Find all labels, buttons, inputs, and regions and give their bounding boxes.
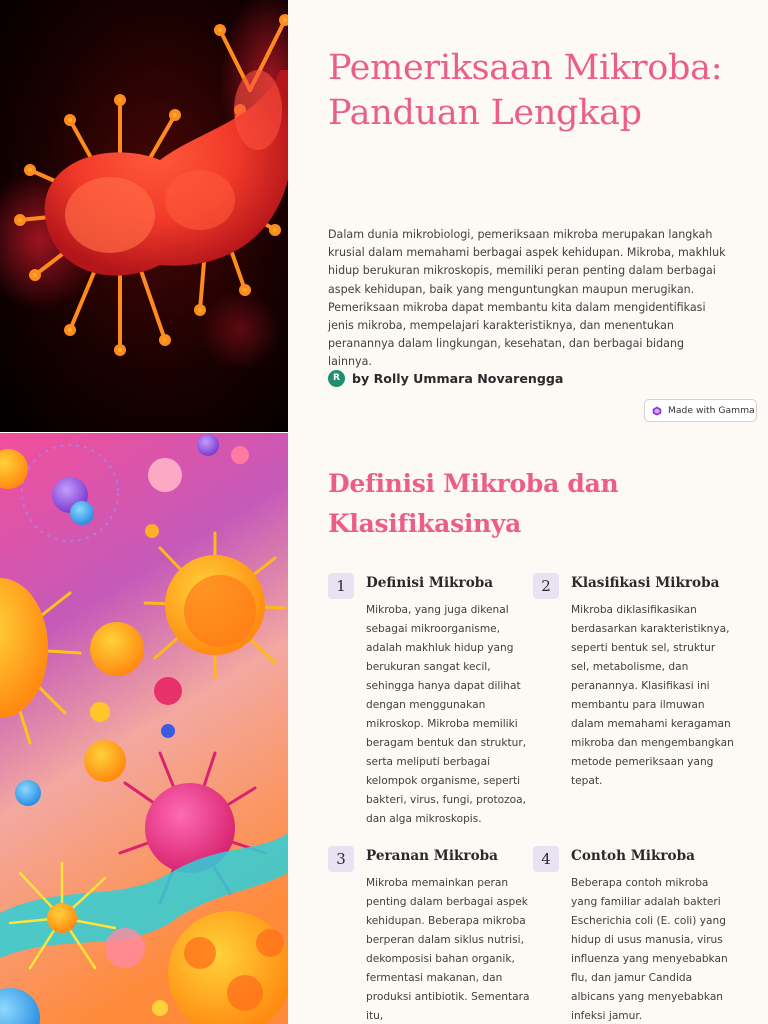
author-byline <box>328 368 563 388</box>
card-title: Klasifikasi Mikroba <box>571 575 720 591</box>
card-title: Peranan Mikroba <box>366 848 498 864</box>
microbe-illustration-bottom <box>0 433 288 1024</box>
card-body: Mikroba diklasifikasikan berdasarkan karakteristiknya, seperti bentuk sel, struktur sel, metabolisme, dan peranannya. Klasifikasi ini membantu para ilmuwan dalam memahami keragaman mikroba dan mengembangkan metode pemeriksaan yang tepat. <box>571 604 734 787</box>
avatar: R <box>328 370 345 387</box>
intro-paragraph: Dalam dunia mikrobiologi, pemeriksaan mikroba merupakan langkah krusial dalam memahami berbagai aspek kehidupan. Mikroba, makhluk hidup berukuran mikroskopis, memiliki peran penting dalam berbagai aspek kehidupan, baik yang menguntungkan maupun merugikan. Pemeriksaan mikroba dapat membantu kita dalam mengidentifikasi jenis mikroba, mempelajari karakteristiknya, dan menentukan peranannya dalam lingkungan, kesehatan, dan berbagai bidang lainnya. <box>328 228 726 369</box>
card-number: 1 <box>328 573 354 599</box>
card-title: Definisi Mikroba <box>366 575 494 591</box>
card-body: Mikroba memainkan peran penting dalam berbagai aspek kehidupan. Beberapa mikroba berperan dalam siklus nutrisi, dekomposisi bahan organik, fermentasi makanan, dan produksi antibiotik. Sementara itu, <box>366 877 530 1022</box>
author-name: by Rolly Ummara Novarengga <box>352 370 564 386</box>
card-number: 3 <box>328 846 354 872</box>
gamma-badge-label: Made with Gamma <box>668 405 755 416</box>
page-title: Pemeriksaan Mikroba: Panduan Lengkap <box>328 48 723 133</box>
card-body: Beberapa contoh mikroba yang familiar adalah bakteri Escherichia coli (E. coli) yang hidup di usus manusia, virus influenza yang menyebabkan flu, dan jamur Candida albicans yang menyebabkan infeksi jamur. <box>571 877 728 1022</box>
card-number: 4 <box>533 846 559 872</box>
card-title: Contoh Mikroba <box>571 848 695 864</box>
section-title: Definisi Mikroba dan Klasifikasinya <box>328 469 619 538</box>
made-with-gamma-badge[interactable] <box>644 399 757 422</box>
card-number: 2 <box>533 573 559 599</box>
microbe-illustration-top <box>0 0 288 432</box>
card-body: Mikroba, yang juga dikenal sebagai mikroorganisme, adalah makhluk hidup yang berukuran sangat kecil, sehingga hanya dapat dilihat dengan menggunakan mikroskop. Mikroba memiliki beragam bentuk dan struktur, serta meliputi berbagai kelompok organisme, seperti bakteri, virus, fungi, protozoa, dan alga mikroskopis. <box>366 604 527 825</box>
gamma-logo-icon <box>652 406 662 416</box>
